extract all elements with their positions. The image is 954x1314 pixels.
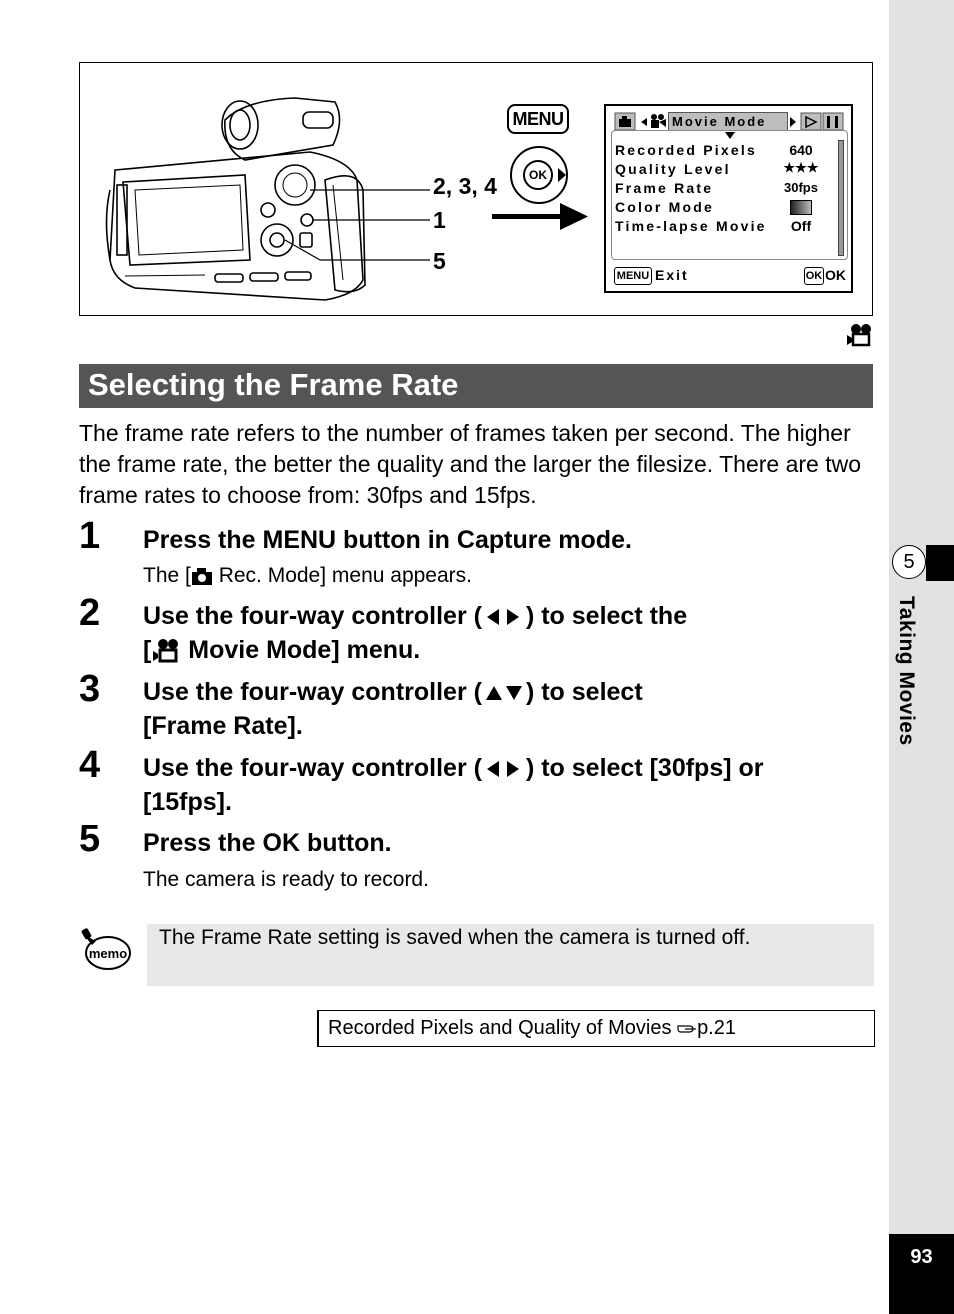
- playback-setup-tabs-icon: [789, 112, 847, 132]
- color-mode-swatch: [790, 200, 812, 215]
- movie-mode-icon: [151, 638, 181, 664]
- lcd-ok-key: OK: [804, 267, 824, 285]
- movie-mode-icon: [846, 323, 874, 347]
- page-reference-box: Recorded Pixels and Quality of Movies p.21: [317, 1010, 875, 1047]
- callout-step-5: 5: [433, 248, 446, 274]
- step-number: 4: [79, 744, 101, 786]
- lcd-ok-label: OK: [825, 267, 846, 283]
- step-instruction: Use the four-way controller ( ) to select the [ Movie Mode] menu.: [143, 602, 688, 664]
- lcd-row-label: Color Mode: [615, 199, 714, 215]
- step-result: The [ Rec. Mode] menu appears.: [143, 564, 472, 587]
- step-instruction: Press the MENU button in Capture mode.: [143, 526, 632, 554]
- left-right-arrows-icon: [482, 758, 526, 780]
- page-reference-link[interactable]: p.21: [697, 1017, 736, 1039]
- step-instruction: Use the four-way controller ( ) to select [Frame Rate].: [143, 678, 643, 740]
- lcd-row-value: Off: [790, 218, 812, 234]
- section-heading: Selecting the Frame Rate: [79, 364, 873, 408]
- camera-illustration-icon: [95, 90, 435, 310]
- step-number: 5: [79, 818, 101, 860]
- chapter-number: 5: [892, 545, 926, 579]
- pointing-hand-icon: [677, 1023, 697, 1035]
- ok-button-graphic: OK: [523, 160, 553, 190]
- camera-icon: [191, 567, 213, 586]
- lcd-row-value: ★★★: [783, 160, 819, 175]
- intro-paragraph: The frame rate refers to the number of frames taken per second. The higher the frame rate, the better the quality and the larger the filesize. There are two frame rates to choose from: 30fps and 15fps.: [79, 420, 862, 508]
- step-number: 1: [79, 515, 101, 557]
- lcd-menu-key: MENU: [614, 267, 652, 285]
- big-right-arrow-icon: [492, 200, 590, 234]
- lcd-row-label: Recorded Pixels: [615, 142, 757, 158]
- step-number: 3: [79, 668, 101, 710]
- callout-step-1: 1: [433, 207, 446, 233]
- menu-button-graphic: MENU: [507, 104, 569, 134]
- lcd-row-label: Frame Rate: [615, 180, 714, 196]
- lcd-exit-label: Exit: [655, 267, 689, 283]
- memo-text: The Frame Rate setting is saved when the camera is turned off.: [159, 926, 751, 949]
- page-number: 93: [889, 1234, 954, 1314]
- lcd-row-label: Time-lapse Movie: [615, 218, 767, 234]
- lcd-row-value: 640: [789, 142, 813, 158]
- left-right-arrows-icon: [482, 606, 526, 628]
- right-arrow-icon: [556, 167, 568, 183]
- step-result: The camera is ready to record.: [143, 868, 429, 891]
- step-instruction: Press the OK button.: [143, 829, 392, 857]
- lcd-tab-movie-mode: Movie Mode: [668, 112, 788, 131]
- svg-text:memo: memo: [88, 946, 128, 961]
- memo-icon: [80, 927, 132, 973]
- chapter-marker: [926, 545, 954, 581]
- step-instruction: Use the four-way controller ( ) to select [30fps] or [15fps].: [143, 754, 764, 816]
- callout-steps-2-3-4: 2, 3, 4: [433, 173, 497, 199]
- camera-tab-icon: [614, 112, 670, 132]
- lcd-scrollbar: [838, 140, 844, 256]
- lcd-row-label: Quality Level: [615, 161, 731, 177]
- chapter-title: Taking Movies: [895, 596, 918, 746]
- up-down-arrows-icon: [482, 682, 526, 704]
- step-number: 2: [79, 592, 101, 634]
- lcd-row-value: 30fps: [784, 180, 818, 195]
